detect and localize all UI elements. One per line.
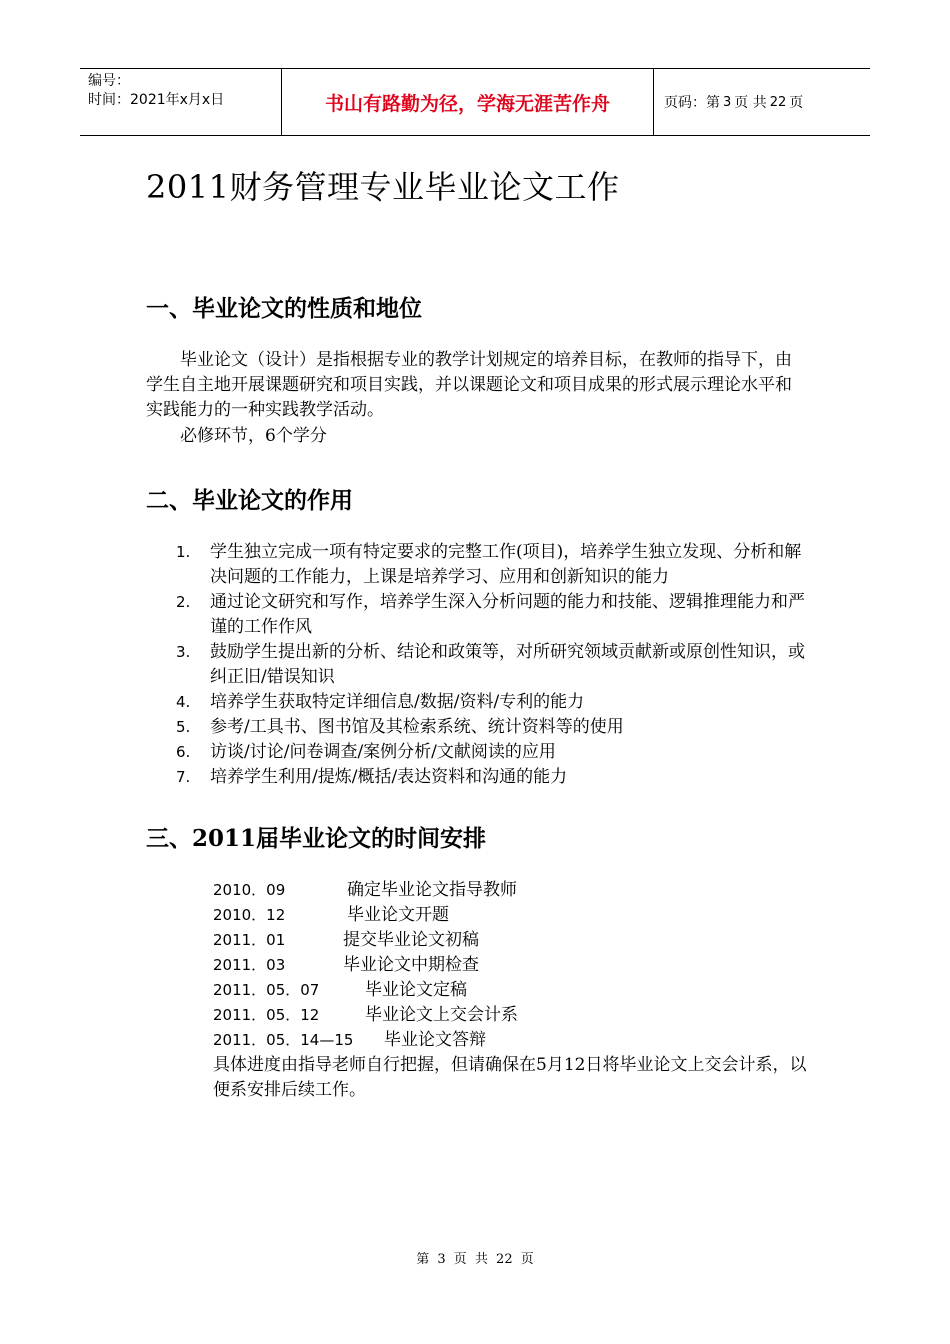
list-text: 培养学生获取特定详细信息/数据/资料/专利的能力 <box>210 692 585 712</box>
list-number: 2. <box>176 593 191 611</box>
schedule-row <box>213 903 813 928</box>
list-number: 5. <box>176 718 191 736</box>
page-mid: 页 共 <box>734 95 767 111</box>
page-prefix: 页码：第 <box>664 95 720 111</box>
schedule-date: 2010．12 <box>213 906 286 924</box>
schedule-date: 2011．01 <box>213 931 286 949</box>
schedule-note: 具体进度由指导老师自行把握，但请确保在5月12日将毕业论文上交会计系，以便系安排后续工作。 <box>213 1055 807 1100</box>
list-item <box>176 640 816 690</box>
schedule-row <box>213 978 813 1003</box>
schedule-task: 确定毕业论文指导教师 <box>347 880 517 900</box>
list-number: 7. <box>176 768 191 786</box>
list-number: 6. <box>176 743 191 761</box>
list-text: 鼓励学生提出新的分析、结论和政策等，对所研究领域贡献新或原创性知识，或纠正旧/错误知识 <box>210 642 805 687</box>
schedule-date: 2010．09 <box>213 881 286 899</box>
list-item <box>176 715 816 740</box>
header-meta <box>80 69 282 135</box>
page-header <box>80 68 870 136</box>
list-item <box>176 540 816 590</box>
schedule-task: 毕业论文上交会计系 <box>365 1005 518 1025</box>
header-motto: 书山有路勤为径，学海无涯苦作舟 <box>282 69 654 135</box>
list-item <box>176 740 816 765</box>
header-page-info <box>654 69 870 135</box>
schedule-task: 毕业论文定稿 <box>365 980 467 1000</box>
schedule-date: 2011．05．12 <box>213 1006 320 1024</box>
schedule-row <box>213 1003 813 1028</box>
schedule-task: 毕业论文答辩 <box>384 1030 486 1050</box>
section1-paragraph: 毕业论文（设计）是指根据专业的教学计划规定的培养目标，在教师的指导下，由学生自主地开展课题研究和项目实践，并以课题论文和项目成果的形式展示理论水平和实践能力的一种实践教学活动。 <box>146 350 792 420</box>
page-current: 3 <box>723 94 732 110</box>
schedule-row <box>213 878 813 903</box>
list-number: 3. <box>176 643 191 661</box>
list-text: 参考/工具书、图书馆及其检索系统、统计资料等的使用 <box>210 717 624 737</box>
list-item <box>176 690 816 715</box>
schedule-row <box>213 928 813 953</box>
list-text: 学生独立完成一项有特定要求的完整工作(项目)，培养学生独立发现、分析和解决问题的工作能力，上课是培养学习、应用和创新知识的能力 <box>210 542 802 587</box>
section1-note: 必修环节，6个学分 <box>180 426 327 446</box>
section3-heading: 三、2011届毕业论文的时间安排 <box>146 825 487 852</box>
list-text: 通过论文研究和写作，培养学生深入分析问题的能力和技能、逻辑推理能力和严谨的工作作风 <box>210 592 805 637</box>
list-item <box>176 590 816 640</box>
number-label: 编号： <box>88 73 130 89</box>
page-footer: 第 3 页 共 22 页 <box>416 1252 534 1267</box>
schedule-task: 毕业论文开题 <box>347 905 449 925</box>
schedule-date: 2011．05．14—15 <box>213 1031 354 1049</box>
schedule-row <box>213 1028 813 1053</box>
schedule <box>213 878 813 1103</box>
page-suffix: 页 <box>789 95 804 111</box>
schedule-task: 毕业论文中期检查 <box>343 955 479 975</box>
section1-heading: 一、毕业论文的性质和地位 <box>146 295 422 322</box>
document-title: 2011财务管理专业毕业论文工作 <box>146 168 620 206</box>
schedule-date: 2011．03 <box>213 956 286 974</box>
list-number: 1. <box>176 543 191 561</box>
purpose-list <box>176 540 816 790</box>
schedule-row <box>213 953 813 978</box>
list-text: 培养学生利用/提炼/概括/表达资料和沟通的能力 <box>210 767 568 787</box>
list-text: 访谈/讨论/问卷调查/案例分析/文献阅读的应用 <box>210 742 556 762</box>
list-item <box>176 765 816 790</box>
section2-heading: 二、毕业论文的作用 <box>146 487 353 514</box>
page-total: 22 <box>769 94 787 110</box>
schedule-date: 2011．05．07 <box>213 981 320 999</box>
time-label: 时间：2021年x月x日 <box>88 92 225 108</box>
list-number: 4. <box>176 693 191 711</box>
schedule-task: 提交毕业论文初稿 <box>343 930 479 950</box>
